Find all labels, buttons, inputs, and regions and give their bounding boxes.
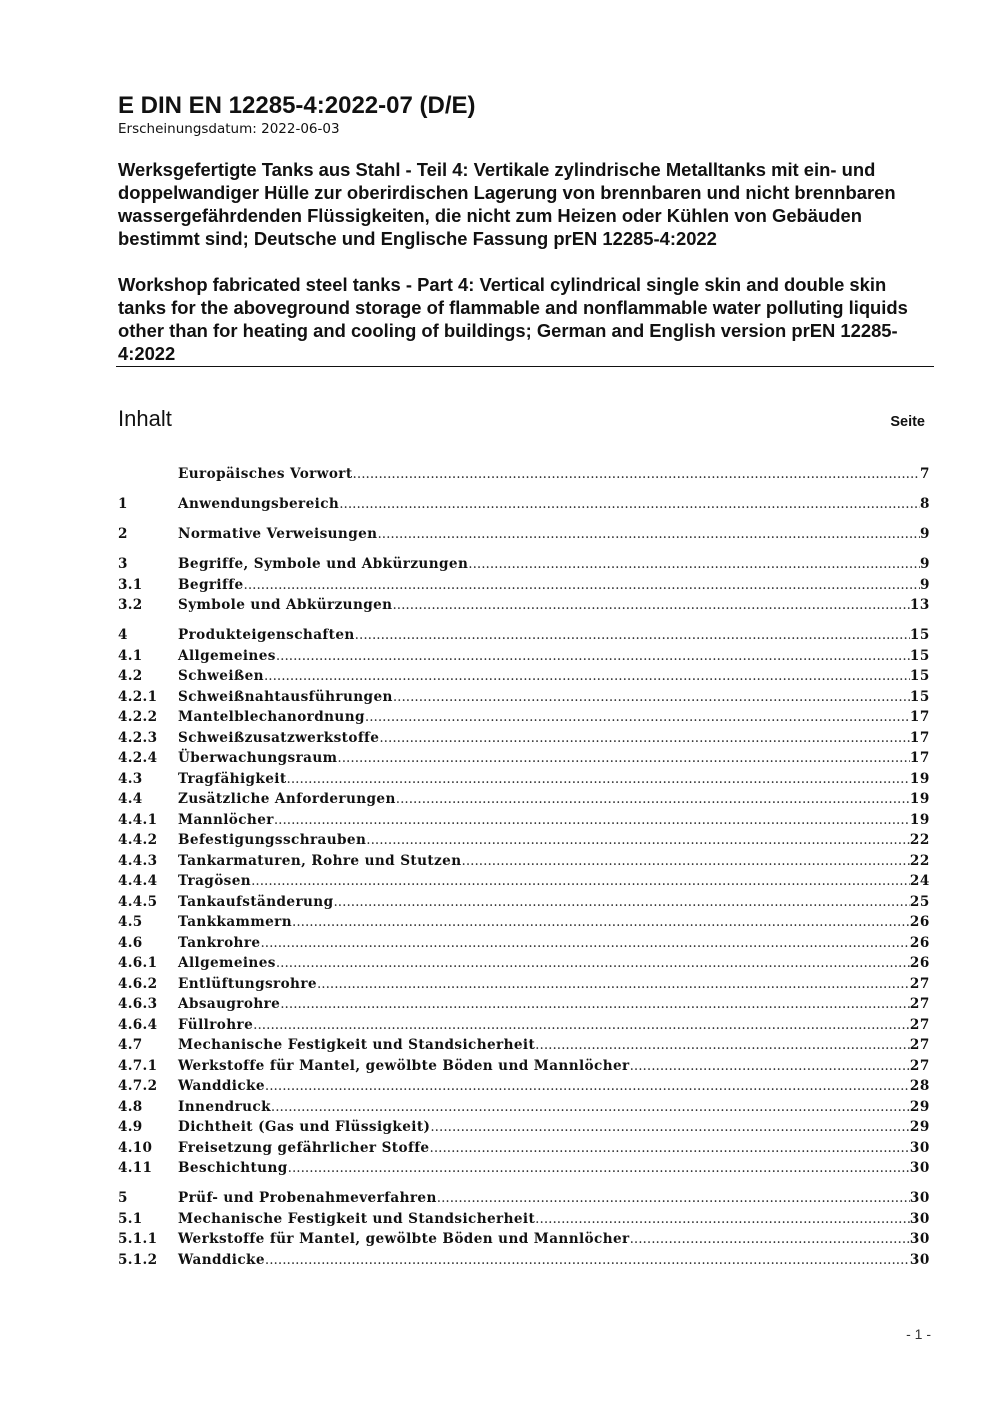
toc-entry[interactable] bbox=[118, 464, 930, 485]
toc-entry-page: 30 bbox=[909, 1160, 930, 1177]
toc-dot-leader bbox=[392, 595, 909, 616]
toc-entry-title: Anwendungsbereich bbox=[178, 496, 340, 513]
toc-dot-leader bbox=[287, 769, 910, 790]
table-of-contents bbox=[118, 464, 930, 1270]
toc-entry[interactable] bbox=[118, 994, 930, 1015]
toc-entry-number: 4.2.4 bbox=[118, 750, 158, 767]
toc-entry-page: 26 bbox=[909, 914, 930, 931]
toc-entry-number: 4.6.4 bbox=[118, 1016, 158, 1033]
toc-dot-leader bbox=[276, 646, 910, 667]
toc-entry-page: 27 bbox=[909, 996, 930, 1013]
toc-entry-number: 3.2 bbox=[118, 597, 143, 614]
toc-entry-page: 9 bbox=[919, 576, 930, 593]
toc-entry[interactable] bbox=[118, 1158, 930, 1179]
toc-entry-title: Absaugrohre bbox=[178, 996, 281, 1013]
toc-entry-number: 4 bbox=[118, 627, 128, 644]
toc-entry-page: 15 bbox=[909, 668, 930, 685]
toc-entry-number: 4.7 bbox=[118, 1037, 143, 1054]
toc-page-label: Seite bbox=[890, 414, 925, 430]
toc-entry-title: Allgemeines bbox=[178, 647, 276, 664]
toc-dot-leader bbox=[393, 687, 910, 708]
toc-entry-number: 5.1 bbox=[118, 1210, 143, 1227]
toc-entry[interactable] bbox=[118, 728, 930, 749]
toc-entry-title: Europäisches Vorwort bbox=[178, 466, 353, 482]
toc-entry[interactable] bbox=[118, 1209, 930, 1230]
toc-entry-title: Entlüftungsrohre bbox=[178, 975, 317, 992]
toc-entry[interactable] bbox=[118, 646, 930, 667]
toc-entry-title: Allgemeines bbox=[178, 955, 276, 972]
toc-entry-title: Befestigungsschrauben bbox=[178, 832, 367, 849]
toc-dot-leader bbox=[271, 1097, 910, 1118]
title-english: Workshop fabricated steel tanks - Part 4: Vertical cylindrical single skin and double skin tanks for the aboveground storage of flammable and nonflammable water polluting liquids other than for heating and cooling of buildings; German and English version prEN 12285-4:2022 bbox=[118, 274, 908, 364]
toc-dot-leader bbox=[630, 1229, 910, 1250]
toc-entry-number: 4.6.1 bbox=[118, 955, 158, 972]
toc-dot-leader bbox=[337, 748, 909, 769]
toc-dot-leader bbox=[244, 575, 920, 596]
toc-entry-page: 9 bbox=[919, 526, 930, 543]
toc-entry-title: Begriffe, Symbole und Abkürzungen bbox=[178, 556, 469, 573]
toc-dot-leader bbox=[430, 1138, 910, 1159]
toc-entry[interactable] bbox=[118, 810, 930, 831]
toc-dot-leader bbox=[253, 1015, 910, 1036]
toc-entry-page: 26 bbox=[909, 934, 930, 951]
toc-entry-number: 4.6.2 bbox=[118, 975, 158, 992]
toc-entry-number: 4.7.1 bbox=[118, 1057, 158, 1074]
toc-entry-title: Tankaufständerung bbox=[178, 893, 334, 910]
toc-dot-leader bbox=[276, 953, 910, 974]
toc-entry-number: 4.8 bbox=[118, 1098, 143, 1115]
toc-entry[interactable] bbox=[118, 1097, 930, 1118]
toc-entry-number: 4.4.5 bbox=[118, 893, 158, 910]
toc-entry-page: 17 bbox=[909, 729, 930, 746]
toc-entry-number: 4.2.3 bbox=[118, 729, 158, 746]
toc-entry-page: 17 bbox=[909, 709, 930, 726]
toc-dot-leader bbox=[265, 1250, 910, 1271]
toc-entry-number: 4.6 bbox=[118, 934, 143, 951]
toc-entry-page: 22 bbox=[909, 832, 930, 849]
toc-entry-number: 4.2 bbox=[118, 668, 143, 685]
toc-entry-page: 26 bbox=[909, 955, 930, 972]
toc-entry-number: 5.1.1 bbox=[118, 1231, 158, 1248]
toc-entry-page: 19 bbox=[909, 770, 930, 787]
toc-entry-number: 4.6.3 bbox=[118, 996, 158, 1013]
toc-entry-page: 27 bbox=[909, 1057, 930, 1074]
toc-dot-leader bbox=[292, 912, 910, 933]
toc-dot-leader bbox=[365, 707, 910, 728]
toc-entry-title: Freisetzung gefährlicher Stoffe bbox=[178, 1139, 430, 1156]
toc-entry[interactable] bbox=[118, 871, 930, 892]
toc-entry[interactable] bbox=[118, 625, 930, 646]
toc-dot-leader bbox=[535, 1209, 910, 1230]
toc-entry-page: 24 bbox=[909, 873, 930, 890]
toc-entry-page: 19 bbox=[909, 811, 930, 828]
toc-entry-number: 4.2.2 bbox=[118, 709, 158, 726]
toc-entry[interactable] bbox=[118, 575, 930, 596]
toc-entry-number: 4.9 bbox=[118, 1119, 143, 1136]
toc-entry-page: 8 bbox=[919, 496, 930, 513]
toc-entry-number: 4.4.3 bbox=[118, 852, 158, 869]
title-german: Werksgefertigte Tanks aus Stahl - Teil 4: Vertikale zylindrische Metalltanks mit ein- und doppelwandiger Hülle zur oberirdischen Lagerung von brennbaren und nicht brennbaren wassergefährdenden Flüssigkeiten, die nicht zum Heizen oder Kühlen von Gebäuden bestimmt sind; Deutsche und Englische Fassung prEN 12285-4:2022 bbox=[118, 159, 896, 249]
toc-entry-title: Begriffe bbox=[178, 576, 244, 593]
toc-entry-number: 5 bbox=[118, 1190, 128, 1207]
toc-entry-title: Dichtheit (Gas und Flüssigkeit) bbox=[178, 1119, 431, 1136]
toc-entry[interactable] bbox=[118, 933, 930, 954]
toc-entry-page: 30 bbox=[909, 1210, 930, 1227]
toc-entry-title: Innendruck bbox=[178, 1098, 271, 1115]
toc-entry[interactable] bbox=[118, 1015, 930, 1036]
toc-entry-title: Tankkammern bbox=[178, 914, 293, 931]
toc-entry-page: 27 bbox=[909, 1037, 930, 1054]
toc-entry-title: Füllrohre bbox=[178, 1016, 254, 1033]
toc-entry-title: Mechanische Festigkeit und Standsicherheit bbox=[178, 1037, 536, 1054]
toc-entry-title: Mantelblechanordnung bbox=[178, 709, 365, 726]
toc-entry-title: Tragösen bbox=[178, 873, 252, 890]
toc-entry-page: 27 bbox=[909, 1016, 930, 1033]
toc-entry[interactable] bbox=[118, 830, 930, 851]
toc-entry-title: Symbole und Abkürzungen bbox=[178, 597, 393, 614]
toc-entry[interactable] bbox=[118, 789, 930, 810]
toc-entry-page: 30 bbox=[909, 1251, 930, 1268]
toc-heading: Inhalt bbox=[118, 406, 172, 431]
toc-dot-leader bbox=[333, 892, 909, 913]
toc-dot-leader bbox=[535, 1035, 910, 1056]
title-divider bbox=[116, 366, 934, 367]
toc-entry[interactable] bbox=[118, 687, 930, 708]
toc-entry-page: 27 bbox=[909, 975, 930, 992]
toc-entry-title: Normative Verweisungen bbox=[178, 526, 378, 543]
toc-entry[interactable] bbox=[118, 1229, 930, 1250]
toc-entry-number: 4.5 bbox=[118, 914, 143, 931]
toc-entry-title: Schweißnahtausführungen bbox=[178, 688, 393, 705]
toc-entry[interactable] bbox=[118, 1188, 930, 1209]
toc-entry[interactable] bbox=[118, 666, 930, 687]
toc-entry[interactable] bbox=[118, 1117, 930, 1138]
document-id: E DIN EN 12285-4:2022-07 (D/E) bbox=[118, 92, 476, 119]
toc-entry-title: Mannlöcher bbox=[178, 811, 274, 828]
toc-entry-number: 4.1 bbox=[118, 647, 143, 664]
toc-entry-title: Prüf- und Probenahmeverfahren bbox=[178, 1190, 437, 1207]
toc-dot-leader bbox=[339, 494, 920, 515]
toc-entry-page: 7 bbox=[919, 466, 930, 482]
toc-dot-leader bbox=[630, 1056, 910, 1077]
toc-entry-title: Überwachungsraum bbox=[178, 750, 338, 767]
toc-entry-page: 29 bbox=[909, 1119, 930, 1136]
toc-dot-leader bbox=[379, 728, 910, 749]
toc-dot-leader bbox=[260, 933, 909, 954]
toc-entry-page: 13 bbox=[909, 597, 930, 614]
toc-entry-page: 30 bbox=[909, 1139, 930, 1156]
toc-entry[interactable] bbox=[118, 1138, 930, 1159]
toc-entry-page: 15 bbox=[909, 688, 930, 705]
toc-entry-page: 25 bbox=[909, 893, 930, 910]
toc-dot-leader bbox=[274, 810, 910, 831]
toc-entry-page: 15 bbox=[909, 647, 930, 664]
toc-entry-number: 4.11 bbox=[118, 1160, 153, 1177]
toc-entry-number: 3.1 bbox=[118, 576, 143, 593]
toc-entry[interactable] bbox=[118, 953, 930, 974]
toc-entry-number: 3 bbox=[118, 556, 128, 573]
toc-entry-number: 4.4.1 bbox=[118, 811, 158, 828]
toc-dot-leader bbox=[468, 554, 920, 575]
toc-entry-title: Beschichtung bbox=[178, 1160, 288, 1177]
toc-entry-title: Werkstoffe für Mantel, gewölbte Böden und Mannlöcher bbox=[178, 1231, 630, 1248]
toc-entry[interactable] bbox=[118, 595, 930, 616]
toc-dot-leader bbox=[437, 1188, 910, 1209]
toc-entry[interactable] bbox=[118, 554, 930, 575]
toc-entry[interactable] bbox=[118, 1035, 930, 1056]
toc-entry-title: Tankarmaturen, Rohre und Stutzen bbox=[178, 852, 462, 869]
toc-entry[interactable] bbox=[118, 524, 930, 545]
toc-dot-leader bbox=[264, 666, 910, 687]
toc-dot-leader bbox=[366, 830, 910, 851]
toc-entry[interactable] bbox=[118, 912, 930, 933]
toc-entry-title: Zusätzliche Anforderungen bbox=[178, 791, 396, 808]
toc-entry-title: Mechanische Festigkeit und Standsicherheit bbox=[178, 1210, 536, 1227]
toc-entry[interactable] bbox=[118, 1076, 930, 1097]
toc-entry-title: Tankrohre bbox=[178, 934, 261, 951]
toc-entry-page: 15 bbox=[909, 627, 930, 644]
toc-dot-leader bbox=[317, 974, 910, 995]
toc-entry-number: 4.4.4 bbox=[118, 873, 158, 890]
toc-entry-number: 4.3 bbox=[118, 770, 143, 787]
toc-entry-page: 29 bbox=[909, 1098, 930, 1115]
toc-entry-page: 22 bbox=[909, 852, 930, 869]
toc-entry[interactable] bbox=[118, 707, 930, 728]
toc-entry-number: 4.10 bbox=[118, 1139, 153, 1156]
toc-dot-leader bbox=[280, 994, 910, 1015]
toc-dot-leader bbox=[265, 1076, 910, 1097]
toc-entry-title: Tragfähigkeit bbox=[178, 770, 287, 787]
toc-entry-number: 4.2.1 bbox=[118, 688, 158, 705]
publication-date: Erscheinungsdatum: 2022-06-03 bbox=[118, 121, 340, 137]
toc-dot-leader bbox=[377, 524, 919, 545]
toc-entry-page: 30 bbox=[909, 1231, 930, 1248]
toc-dot-leader bbox=[251, 871, 910, 892]
toc-entry-number: 4.4 bbox=[118, 791, 143, 808]
toc-entry-page: 30 bbox=[909, 1190, 930, 1207]
toc-entry-page: 17 bbox=[909, 750, 930, 767]
toc-entry[interactable] bbox=[118, 748, 930, 769]
toc-entry-title: Schweißzusatzwerkstoffe bbox=[178, 729, 380, 746]
toc-entry-title: Schweißen bbox=[178, 668, 264, 685]
toc-entry[interactable] bbox=[118, 494, 930, 515]
toc-entry[interactable] bbox=[118, 1056, 930, 1077]
toc-entry-page: 9 bbox=[919, 556, 930, 573]
toc-entry-number: 4.4.2 bbox=[118, 832, 158, 849]
page-number: - 1 - bbox=[906, 1326, 931, 1342]
toc-dot-leader bbox=[396, 789, 910, 810]
toc-entry-number: 5.1.2 bbox=[118, 1251, 158, 1268]
toc-entry-page: 28 bbox=[909, 1078, 930, 1095]
toc-entry-number: 2 bbox=[118, 526, 128, 543]
toc-dot-leader bbox=[430, 1117, 910, 1138]
toc-entry-title: Werkstoffe für Mantel, gewölbte Böden und Mannlöcher bbox=[178, 1057, 630, 1074]
toc-entry[interactable] bbox=[118, 1250, 930, 1271]
toc-entry[interactable] bbox=[118, 769, 930, 790]
toc-entry-title: Wanddicke bbox=[178, 1251, 265, 1268]
toc-entry-number: 1 bbox=[118, 496, 128, 513]
toc-dot-leader bbox=[288, 1158, 910, 1179]
toc-entry[interactable] bbox=[118, 974, 930, 995]
toc-entry-number: 4.7.2 bbox=[118, 1078, 158, 1095]
toc-entry[interactable] bbox=[118, 851, 930, 872]
toc-entry[interactable] bbox=[118, 892, 930, 913]
toc-dot-leader bbox=[355, 625, 910, 646]
toc-entry-title: Wanddicke bbox=[178, 1078, 265, 1095]
toc-entry-page: 19 bbox=[909, 791, 930, 808]
toc-entry-title: Produkteigenschaften bbox=[178, 627, 355, 644]
toc-dot-leader bbox=[462, 851, 910, 872]
toc-dot-leader bbox=[353, 464, 920, 485]
